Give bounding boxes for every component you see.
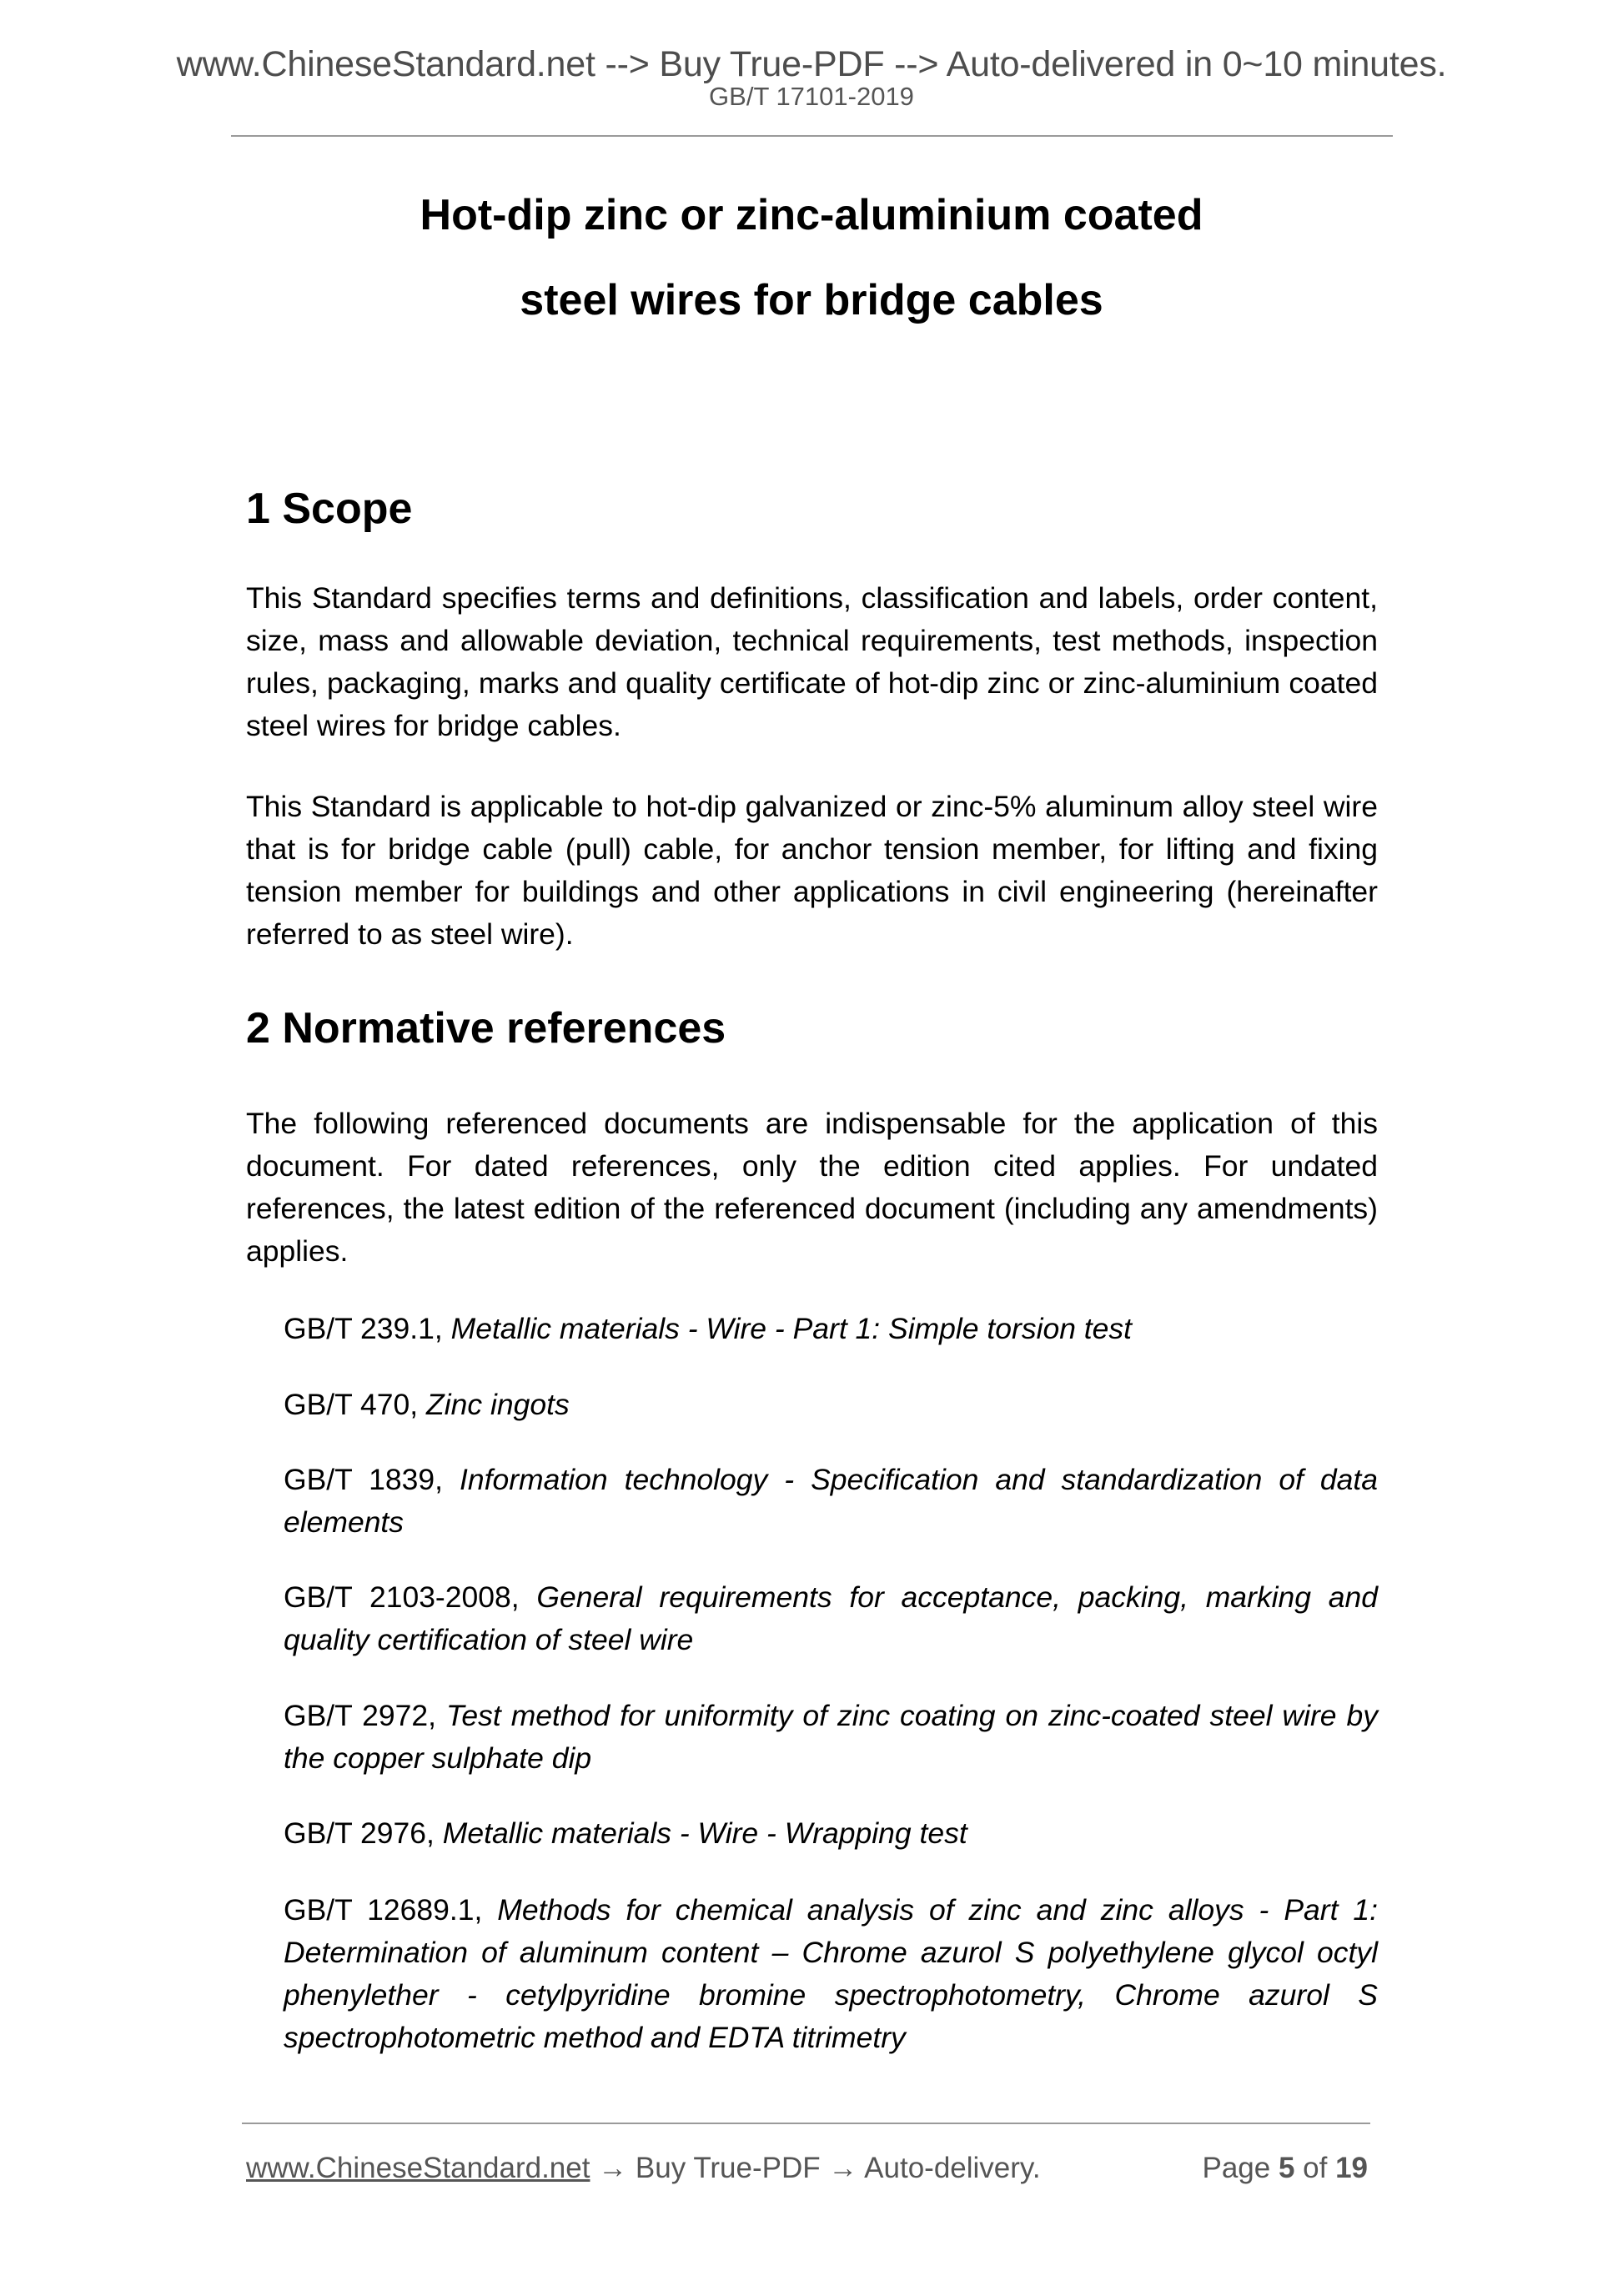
- reference-title: Information technology - Specification and standardization of data elements: [284, 1463, 1378, 1539]
- footer-site-link[interactable]: www.ChineseStandard.net: [246, 2152, 590, 2184]
- reference-code: GB/T 2103-2008,: [284, 1580, 537, 1614]
- reference-title: General requirements for acceptance, packing, marking and quality certification of steel wire: [284, 1580, 1378, 1656]
- reference-title: Metallic materials - Wire - Wrapping test: [442, 1816, 967, 1850]
- top-banner: www.ChineseStandard.net --> Buy True-PDF --> Auto-delivered in 0~10 minutes.: [176, 44, 1447, 84]
- references-intro-paragraph: The following referenced documents are indispensable for the application of this document. For dated references, only the edition cited applies. For undated references, the latest edition of the referenced document (including any amendments) applies.: [246, 1107, 1378, 1268]
- reference-code: GB/T 2976,: [284, 1816, 443, 1850]
- reference-code: GB/T 1839,: [284, 1463, 460, 1496]
- reference-item: [284, 1695, 1378, 1780]
- reference-item: [284, 1812, 1378, 1855]
- footer-divider: [242, 2123, 1370, 2124]
- reference-code: GB/T 470,: [284, 1388, 427, 1421]
- reference-item: [284, 1459, 1378, 1544]
- footer-tagline: → Buy True-PDF → Auto-delivery.: [590, 2152, 1041, 2184]
- reference-item: [284, 1384, 1378, 1426]
- reference-code: GB/T 239.1,: [284, 1312, 451, 1345]
- section-heading-normative-references: 2 Normative references: [246, 1004, 726, 1053]
- scope-paragraph-1: This Standard specifies terms and definitions, classification and labels, order content, size, mass and allowable deviation, technical requirements, test methods, inspection rules, packaging, marks and quality certificate of hot-dip zinc or zinc-aluminium coated steel wires for bridge cables.: [246, 581, 1378, 742]
- page-label: Page: [1202, 2152, 1279, 2184]
- reference-title: Zinc ingots: [426, 1388, 570, 1421]
- reference-code: GB/T 12689.1,: [284, 1893, 498, 1927]
- header-divider: [231, 135, 1393, 137]
- reference-item: [284, 1576, 1378, 1661]
- reference-title: Methods for chemical analysis of zinc and zinc alloys - Part 1: Determination of aluminum content – Chrome azurol S polyethylene glycol octyl phenylether - cetylpyridine bromine spectrophotometry, Chrome azurol S spectrophotometric method and EDTA titrimetry: [284, 1893, 1378, 2054]
- reference-title: Test method for uniformity of zinc coating on zinc-coated steel wire by the copper sulphate dip: [284, 1699, 1378, 1775]
- page-indicator: [1202, 2150, 1368, 2187]
- document-title-line-2: steel wires for bridge cables: [520, 276, 1103, 324]
- scope-paragraph-2: This Standard is applicable to hot-dip galvanized or zinc-5% aluminum alloy steel wire that is for bridge cable (pull) cable, for anchor tension member, for lifting and fixing tension member for buildings and other applications in civil engineering (hereinafter referred to as steel wire).: [246, 790, 1378, 951]
- reference-item: [284, 1889, 1378, 2059]
- reference-title: Metallic materials - Wire - Part 1: Simple torsion test: [450, 1312, 1133, 1345]
- reference-item: [284, 1308, 1378, 1350]
- reference-code: GB/T 2972,: [284, 1699, 446, 1732]
- section-heading-scope: 1 Scope: [246, 485, 413, 533]
- page-total: 19: [1335, 2152, 1368, 2184]
- page-of-label: of: [1294, 2152, 1336, 2184]
- page-current: 5: [1278, 2152, 1295, 2184]
- document-title-line-1: Hot-dip zinc or zinc-aluminium coated: [420, 191, 1203, 239]
- document-code: GB/T 17101-2019: [709, 82, 914, 111]
- page-footer: [246, 2150, 1368, 2187]
